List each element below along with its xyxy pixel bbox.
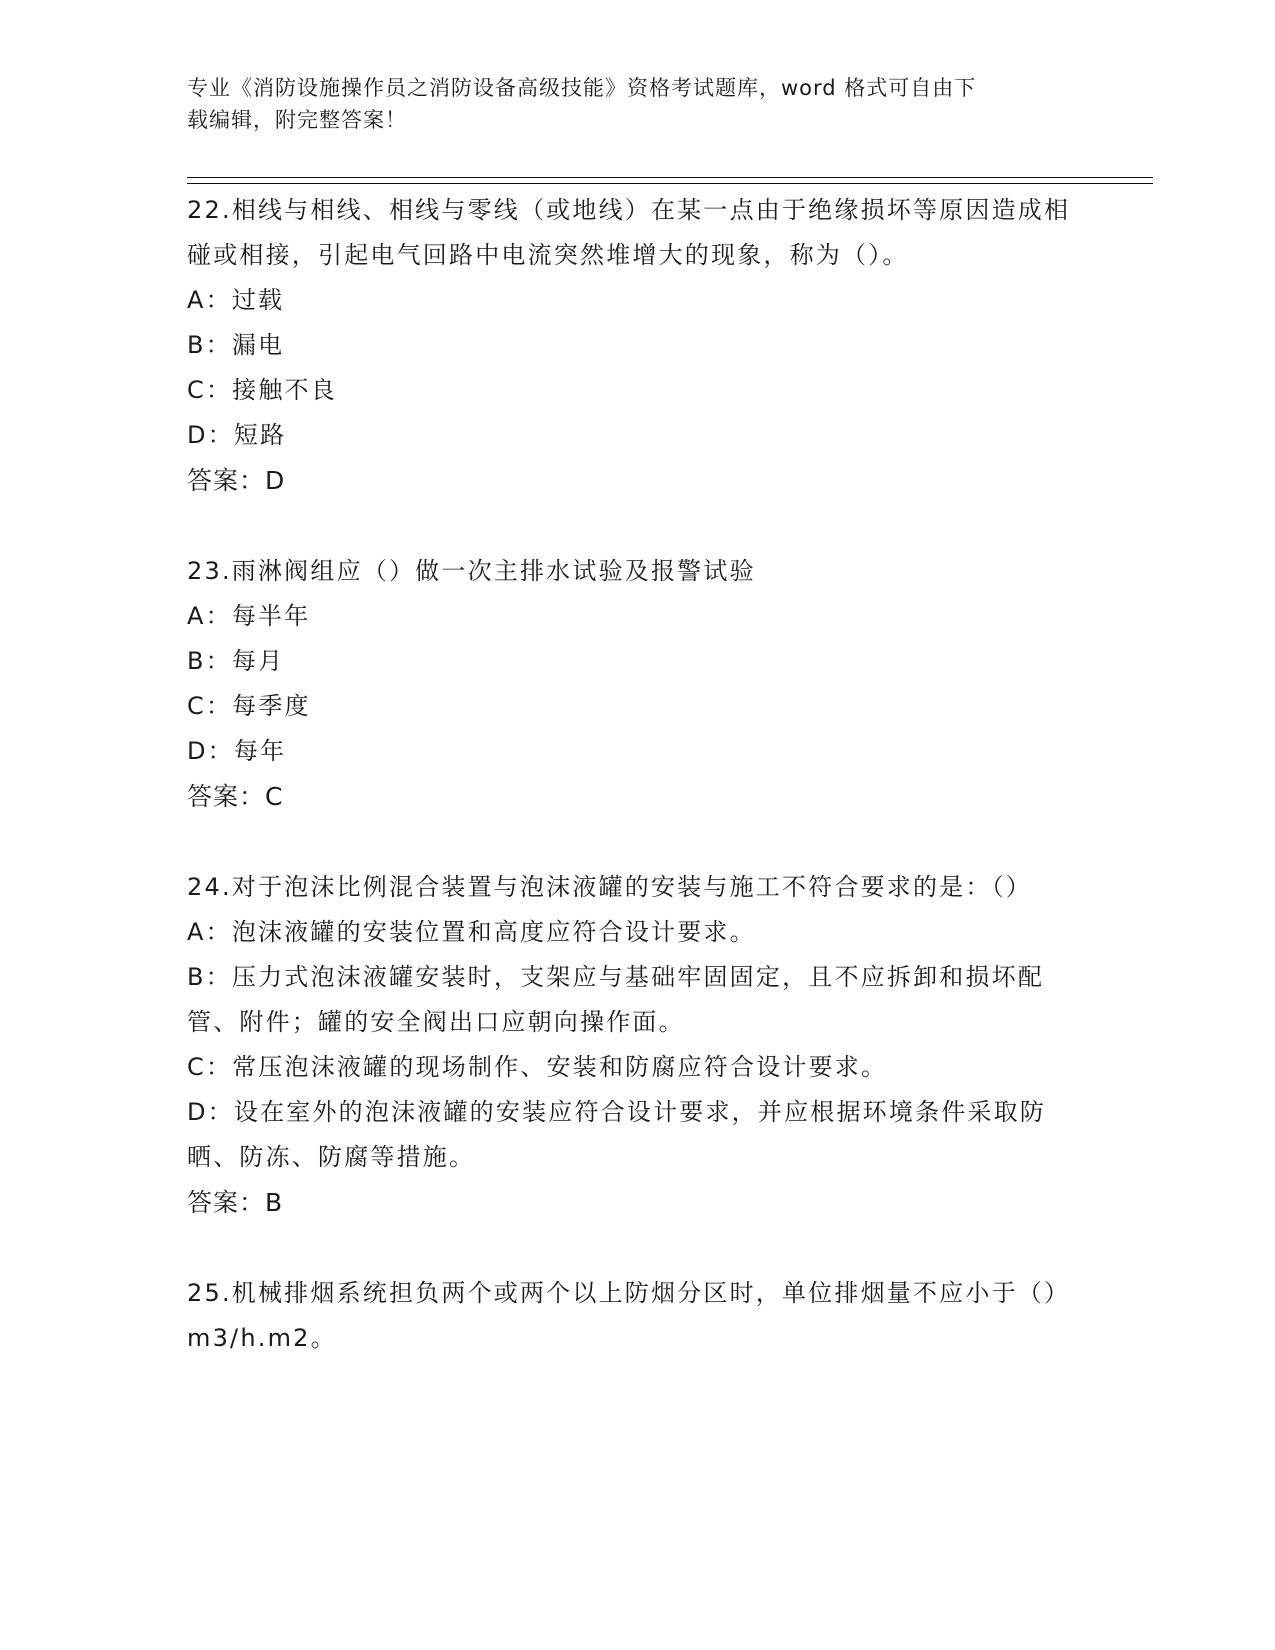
option-d: D：设在室外的泡沫液罐的安装应符合设计要求，并应根据环境条件采取防晒、防冻、防腐等措施。 [187, 1098, 1047, 1171]
option-c: C：每季度 [187, 692, 311, 720]
question-list [187, 188, 1087, 1361]
question-spacer [187, 819, 1087, 865]
option-a: A：泡沫液罐的安装位置和高度应符合设计要求。 [187, 918, 756, 946]
option-d: D：每年 [187, 737, 287, 765]
answer-line: 答案：B [187, 1188, 284, 1217]
header-rule-top [187, 177, 1153, 178]
option-c: C：接触不良 [187, 376, 337, 404]
header-rule-bottom [187, 183, 1153, 184]
question-22 [187, 188, 1087, 503]
question-24 [187, 865, 1087, 1225]
question-stem: 25.机械排烟系统担负两个或两个以上防烟分区时，单位排烟量不应小于（）m3/h.m2。 [187, 1279, 1071, 1352]
question-stem: 23.雨淋阀组应（）做一次主排水试验及报警试验 [187, 557, 756, 585]
answer-line: 答案：C [187, 782, 284, 811]
option-b: B：每月 [187, 647, 285, 675]
option-c: C：常压泡沫液罐的现场制作、安装和防腐应符合设计要求。 [187, 1053, 888, 1081]
option-b: B：漏电 [187, 331, 285, 359]
question-25 [187, 1271, 1087, 1361]
option-d: D：短路 [187, 421, 287, 449]
option-b: B：压力式泡沫液罐安装时，支架应与基础牢固固定，且不应拆卸和损坏配管、附件；罐的安全阀出口应朝向操作面。 [187, 963, 1045, 1036]
option-a: A：每半年 [187, 602, 311, 630]
question-spacer [187, 1225, 1087, 1271]
question-spacer [187, 503, 1087, 549]
question-23 [187, 549, 1087, 819]
question-stem: 24.对于泡沫比例混合装置与泡沫液罐的安装与施工不符合要求的是：（） [187, 873, 1032, 901]
option-a: A：过载 [187, 286, 285, 314]
document-header: 专业《消防设施操作员之消防设备高级技能》资格考试题库，word 格式可自由下 载编辑，附完整答案！ [187, 76, 977, 132]
answer-line: 答案：D [187, 466, 286, 495]
question-stem: 22.相线与相线、相线与零线（或地线）在某一点由于绝缘损坏等原因造成相碰或相接，引起电气回路中电流突然堆增大的现象，称为（）。 [187, 196, 1071, 269]
